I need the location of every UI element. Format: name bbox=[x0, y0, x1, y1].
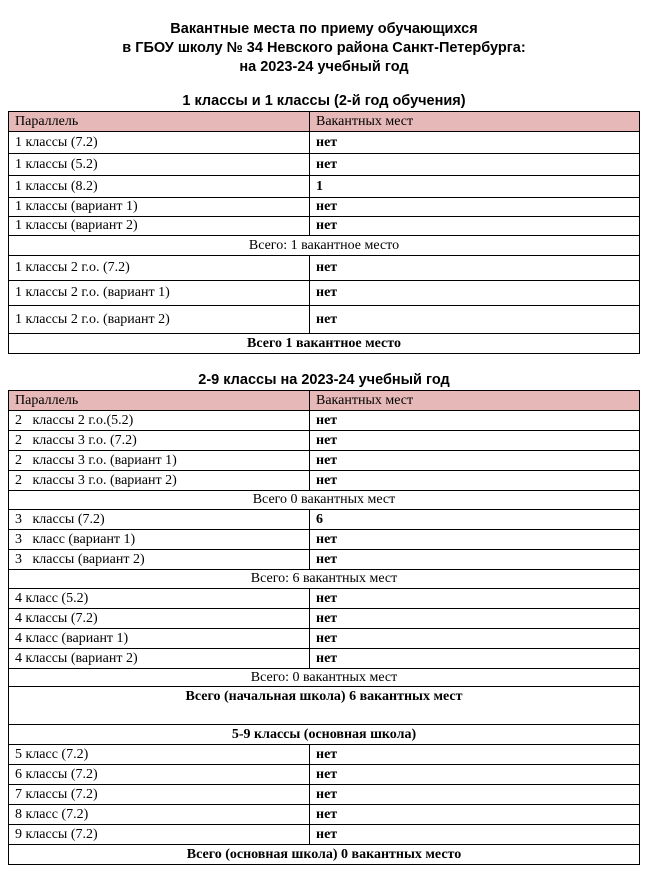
row-name: 3 классы (7.2) bbox=[9, 510, 310, 530]
primary-total-row bbox=[9, 687, 640, 725]
table-header-row bbox=[9, 391, 640, 411]
row-value: нет bbox=[310, 589, 640, 609]
row-name: 1 классы (вариант 1) bbox=[9, 198, 310, 217]
row-value: нет bbox=[310, 745, 640, 765]
basic-title-row bbox=[9, 725, 640, 745]
row-name: 5 класс (7.2) bbox=[9, 745, 310, 765]
total-text: Всего 1 вакантное место bbox=[9, 334, 640, 354]
row-value: нет bbox=[310, 765, 640, 785]
table-row bbox=[9, 132, 640, 154]
subtotal-row bbox=[9, 491, 640, 510]
section2-table bbox=[8, 390, 640, 865]
table-row bbox=[9, 154, 640, 176]
table-row bbox=[9, 176, 640, 198]
row-value: нет bbox=[310, 550, 640, 570]
row-name: 3 класс (вариант 1) bbox=[9, 530, 310, 550]
section1-title: 1 классы и 1 классы (2-й год обучения) bbox=[182, 93, 466, 109]
row-value: 6 bbox=[310, 510, 640, 530]
row-name: 9 классы (7.2) bbox=[9, 825, 310, 845]
header-vacancies: Вакантных мест bbox=[310, 112, 640, 132]
row-name: 1 классы (8.2) bbox=[9, 176, 310, 198]
total-row bbox=[9, 334, 640, 354]
subtotal-text: Всего: 6 вакантных мест bbox=[9, 570, 640, 589]
row-name: 8 класс (7.2) bbox=[9, 805, 310, 825]
row-value: нет bbox=[310, 154, 640, 176]
section1-table bbox=[8, 111, 640, 354]
row-name: 3 классы (вариант 2) bbox=[9, 550, 310, 570]
row-name: 6 классы (7.2) bbox=[9, 765, 310, 785]
table-row bbox=[9, 256, 640, 281]
row-name: 4 класс (вариант 1) bbox=[9, 629, 310, 649]
primary-total-text: Всего (начальная школа) 6 вакантных мест bbox=[9, 687, 640, 725]
row-value: нет bbox=[310, 471, 640, 491]
row-value: нет bbox=[310, 451, 640, 471]
table-row bbox=[9, 451, 640, 471]
table-row bbox=[9, 198, 640, 217]
row-value: нет bbox=[310, 411, 640, 431]
header-parallel: Параллель bbox=[9, 391, 310, 411]
subtotal-text: Всего: 1 вакантное место bbox=[9, 236, 640, 256]
row-value: нет bbox=[310, 217, 640, 236]
subtotal-row bbox=[9, 669, 640, 687]
basic-total-row bbox=[9, 845, 640, 865]
table-row bbox=[9, 785, 640, 805]
row-value: нет bbox=[310, 198, 640, 217]
table-row bbox=[9, 306, 640, 334]
row-value: нет bbox=[310, 825, 640, 845]
document-title bbox=[0, 20, 648, 77]
title-line-1: Вакантные места по приему обучающихся bbox=[170, 21, 478, 37]
subtotal-text: Всего: 0 вакантных мест bbox=[9, 669, 640, 687]
subtotal-text: Всего 0 вакантных мест bbox=[9, 491, 640, 510]
section2-title: 2-9 классы на 2023-24 учебный год bbox=[198, 372, 450, 388]
table-row bbox=[9, 510, 640, 530]
row-value: нет bbox=[310, 530, 640, 550]
table-row bbox=[9, 281, 640, 306]
table-row bbox=[9, 217, 640, 236]
row-value: нет bbox=[310, 306, 640, 334]
row-value: нет bbox=[310, 132, 640, 154]
row-name: 4 классы (вариант 2) bbox=[9, 649, 310, 669]
table-row bbox=[9, 471, 640, 491]
row-value: нет bbox=[310, 805, 640, 825]
basic-title-text: 5-9 классы (основная школа) bbox=[9, 725, 640, 745]
row-name: 1 классы 2 г.о. (вариант 1) bbox=[9, 281, 310, 306]
row-value: нет bbox=[310, 629, 640, 649]
table-row bbox=[9, 589, 640, 609]
table-row bbox=[9, 745, 640, 765]
header-vacancies: Вакантных мест bbox=[310, 391, 640, 411]
table-row bbox=[9, 609, 640, 629]
row-value: 1 bbox=[310, 176, 640, 198]
table-row bbox=[9, 649, 640, 669]
row-name: 2 классы 2 г.о.(5.2) bbox=[9, 411, 310, 431]
row-name: 7 классы (7.2) bbox=[9, 785, 310, 805]
row-name: 1 классы (7.2) bbox=[9, 132, 310, 154]
row-value: нет bbox=[310, 281, 640, 306]
row-name: 1 классы 2 г.о. (7.2) bbox=[9, 256, 310, 281]
table-row bbox=[9, 550, 640, 570]
header-parallel: Параллель bbox=[9, 112, 310, 132]
row-name: 1 классы (вариант 2) bbox=[9, 217, 310, 236]
row-value: нет bbox=[310, 649, 640, 669]
row-name: 2 классы 3 г.о. (7.2) bbox=[9, 431, 310, 451]
table-header-row bbox=[9, 112, 640, 132]
title-line-3: на 2023-24 учебный год bbox=[239, 59, 409, 75]
row-name: 2 классы 3 г.о. (вариант 1) bbox=[9, 451, 310, 471]
table-row bbox=[9, 805, 640, 825]
subtotal-row bbox=[9, 570, 640, 589]
subtotal-row bbox=[9, 236, 640, 256]
row-name: 4 классы (7.2) bbox=[9, 609, 310, 629]
table-row bbox=[9, 411, 640, 431]
title-line-2: в ГБОУ школу № 34 Невского района Санкт-Петербурга: bbox=[122, 40, 526, 56]
row-value: нет bbox=[310, 431, 640, 451]
row-value: нет bbox=[310, 609, 640, 629]
row-value: нет bbox=[310, 785, 640, 805]
row-name: 1 классы 2 г.о. (вариант 2) bbox=[9, 306, 310, 334]
row-name: 1 классы (5.2) bbox=[9, 154, 310, 176]
row-name: 4 класс (5.2) bbox=[9, 589, 310, 609]
row-name: 2 классы 3 г.о. (вариант 2) bbox=[9, 471, 310, 491]
basic-total-text: Всего (основная школа) 0 вакантных место bbox=[9, 845, 640, 865]
table-row bbox=[9, 629, 640, 649]
row-value: нет bbox=[310, 256, 640, 281]
table-row bbox=[9, 765, 640, 785]
table-row bbox=[9, 825, 640, 845]
table-row bbox=[9, 431, 640, 451]
table-row bbox=[9, 530, 640, 550]
